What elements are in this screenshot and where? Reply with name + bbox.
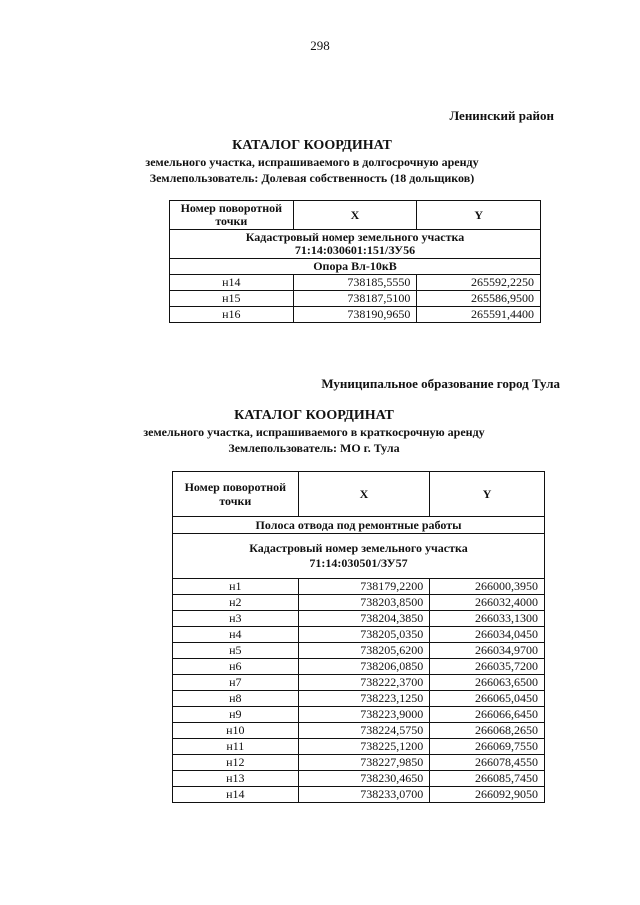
catalog-title: КАТАЛОГ КООРДИНАТ xyxy=(232,138,392,153)
subsection-label: Полоса отвода под ремонтные работы xyxy=(173,517,545,534)
x-value: 738204,3850 xyxy=(298,611,430,627)
x-value: 738230,4650 xyxy=(298,771,430,787)
page-number: 298 xyxy=(310,38,330,53)
x-value: 738185,5550 xyxy=(293,275,417,291)
table-row xyxy=(173,691,545,707)
point-number: н11 xyxy=(173,739,299,755)
point-number: н3 xyxy=(173,611,299,627)
catalog-heading-1 xyxy=(0,138,632,186)
cadastral-cell xyxy=(173,534,545,579)
table-row xyxy=(173,627,545,643)
x-value: 738205,6200 xyxy=(298,643,430,659)
coordinates-table-1 xyxy=(169,200,541,323)
point-number: н10 xyxy=(173,723,299,739)
point-number: н13 xyxy=(173,771,299,787)
y-value: 266063,6500 xyxy=(430,675,545,691)
table-header-row xyxy=(173,472,545,517)
y-value: 265586,9500 xyxy=(417,291,541,307)
table-row xyxy=(173,659,545,675)
subsection-label: Опора Вл-10кВ xyxy=(170,259,541,275)
point-number: н15 xyxy=(170,291,294,307)
point-number: н5 xyxy=(173,643,299,659)
y-value: 266085,7450 xyxy=(430,771,545,787)
coordinates-table-2 xyxy=(172,471,545,803)
region-title-tula: Муниципальное образование город Тула xyxy=(321,376,560,391)
y-value: 266033,1300 xyxy=(430,611,545,627)
point-number: н4 xyxy=(173,627,299,643)
region-title-leninsky: Ленинский район xyxy=(449,108,554,123)
table-row xyxy=(173,595,545,611)
y-value: 266034,9700 xyxy=(430,643,545,659)
subsection-row xyxy=(170,259,541,275)
y-value: 266069,7550 xyxy=(430,739,545,755)
x-value: 738223,1250 xyxy=(298,691,430,707)
point-number: н2 xyxy=(173,595,299,611)
x-value: 738187,5100 xyxy=(293,291,417,307)
header-x: X xyxy=(293,201,417,230)
cadastral-number: 71:14:030601:151/ЗУ56 xyxy=(294,243,416,257)
point-number: н9 xyxy=(173,707,299,723)
point-number: н16 xyxy=(170,307,294,323)
table-row xyxy=(170,307,541,323)
point-number: н1 xyxy=(173,579,299,595)
x-value: 738179,2200 xyxy=(298,579,430,595)
cadastral-number: 71:14:030501/ЗУ57 xyxy=(309,556,408,570)
table-row xyxy=(173,723,545,739)
cadastral-row xyxy=(170,230,541,259)
y-value: 266032,4000 xyxy=(430,595,545,611)
cadastral-label: Кадастровый номер земельного участка xyxy=(249,541,468,555)
y-value: 266068,2650 xyxy=(430,723,545,739)
table-row xyxy=(173,675,545,691)
y-value: 266000,3950 xyxy=(430,579,545,595)
table-row xyxy=(173,739,545,755)
point-number: н14 xyxy=(170,275,294,291)
point-number: н6 xyxy=(173,659,299,675)
catalog-subtitle: земельного участка, испрашиваемого в краткосрочную аренду xyxy=(143,425,485,439)
y-value: 265592,2250 xyxy=(417,275,541,291)
catalog-heading-2 xyxy=(0,408,634,456)
point-number: н12 xyxy=(173,755,299,771)
y-value: 266066,6450 xyxy=(430,707,545,723)
land-user: Землепользователь: МО г. Тула xyxy=(228,441,400,455)
header-point-number: Номер поворотной точки xyxy=(173,472,299,517)
y-value: 266092,9050 xyxy=(430,787,545,803)
table-row xyxy=(173,611,545,627)
y-value: 266078,4550 xyxy=(430,755,545,771)
y-value: 266035,7200 xyxy=(430,659,545,675)
y-value: 266065,0450 xyxy=(430,691,545,707)
x-value: 738225,1200 xyxy=(298,739,430,755)
subsection-row xyxy=(173,517,545,534)
cadastral-row xyxy=(173,534,545,579)
table-row xyxy=(173,755,545,771)
x-value: 738227,9850 xyxy=(298,755,430,771)
table-row xyxy=(173,771,545,787)
header-x: X xyxy=(298,472,430,517)
catalog-subtitle: земельного участка, испрашиваемого в долгосрочную аренду xyxy=(145,155,479,169)
land-user: Землепользователь: Долевая собственность (18 дольщиков) xyxy=(149,171,475,185)
cadastral-cell xyxy=(170,230,541,259)
header-point-number: Номер поворотной точки xyxy=(170,201,294,230)
cadastral-label: Кадастровый номер земельного участка xyxy=(245,230,465,244)
x-value: 738222,3700 xyxy=(298,675,430,691)
x-value: 738233,0700 xyxy=(298,787,430,803)
y-value: 265591,4400 xyxy=(417,307,541,323)
table-row xyxy=(170,275,541,291)
table-row xyxy=(173,643,545,659)
x-value: 738190,9650 xyxy=(293,307,417,323)
catalog-title: КАТАЛОГ КООРДИНАТ xyxy=(234,408,394,423)
point-number: н8 xyxy=(173,691,299,707)
x-value: 738206,0850 xyxy=(298,659,430,675)
y-value: 266034,0450 xyxy=(430,627,545,643)
x-value: 738224,5750 xyxy=(298,723,430,739)
table-row xyxy=(173,579,545,595)
point-number: н7 xyxy=(173,675,299,691)
table-header-row xyxy=(170,201,541,230)
header-y: Y xyxy=(417,201,541,230)
x-value: 738205,0350 xyxy=(298,627,430,643)
header-y: Y xyxy=(430,472,545,517)
point-number: н14 xyxy=(173,787,299,803)
table-row xyxy=(173,787,545,803)
x-value: 738223,9000 xyxy=(298,707,430,723)
table-row xyxy=(170,291,541,307)
x-value: 738203,8500 xyxy=(298,595,430,611)
table-row xyxy=(173,707,545,723)
